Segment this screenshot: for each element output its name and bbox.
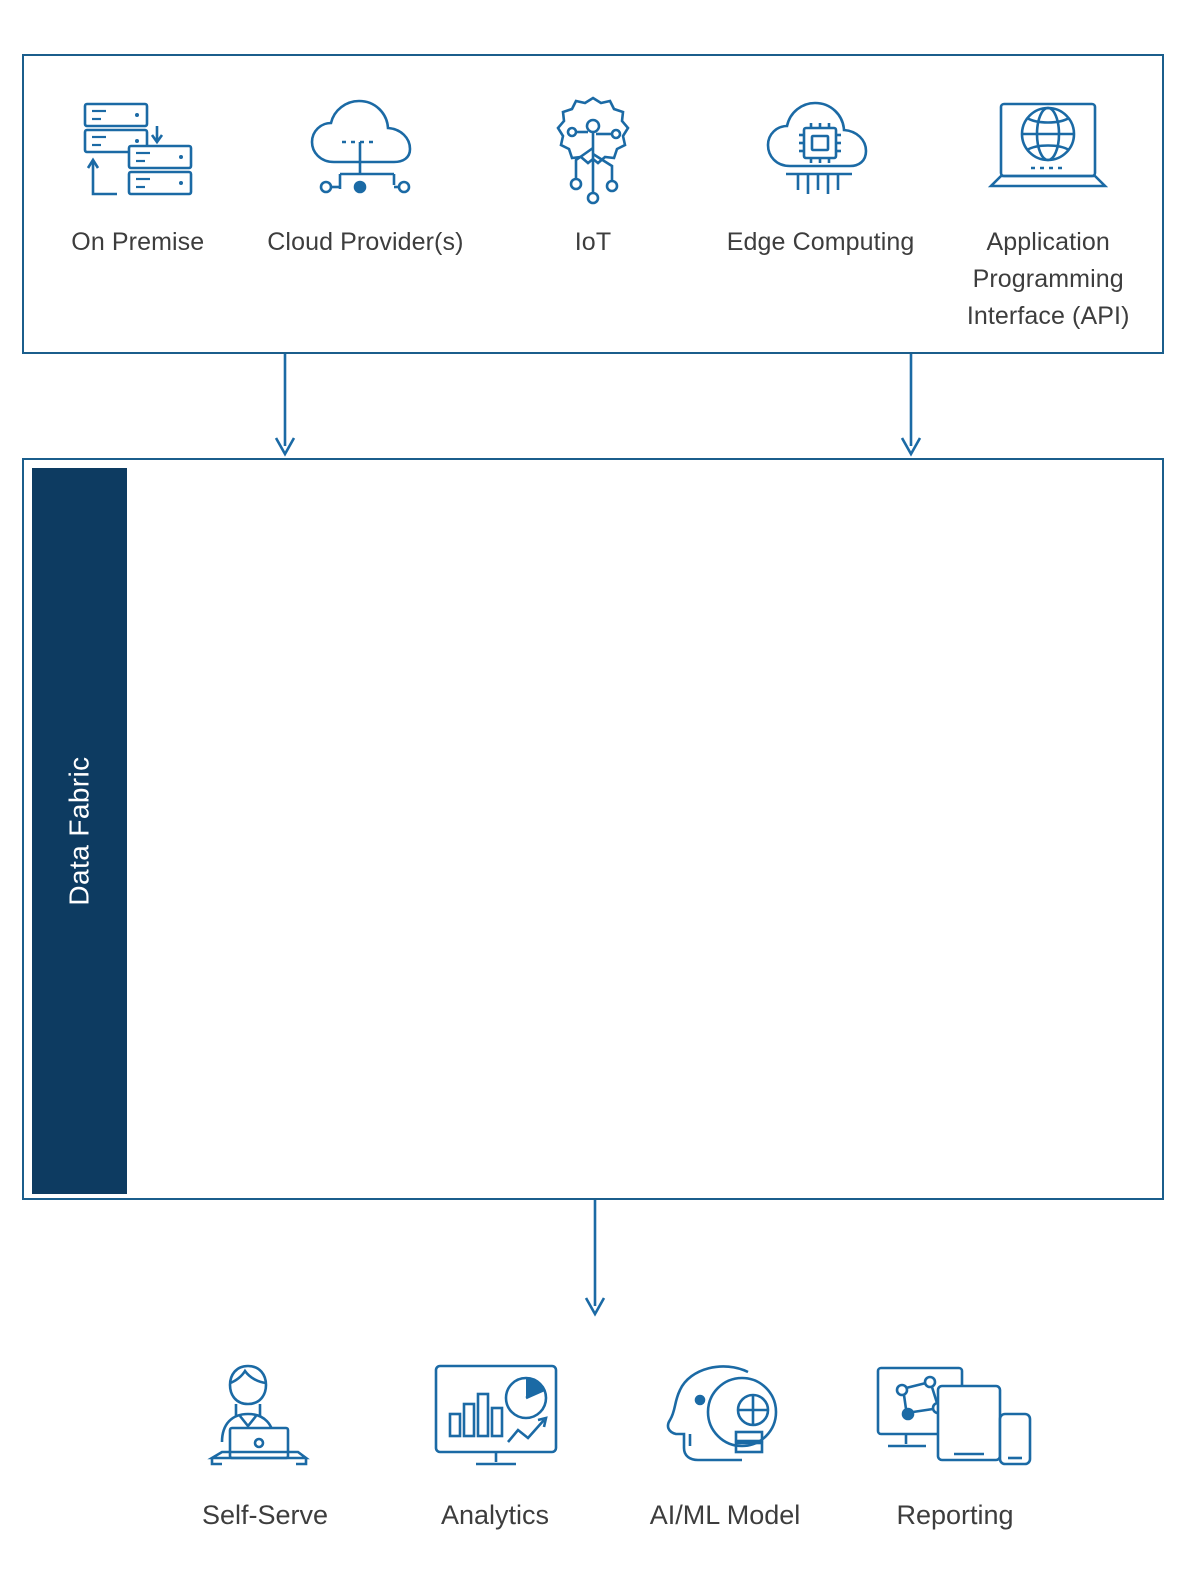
head-ai-icon bbox=[638, 1356, 813, 1476]
consumer-item-self-serve[interactable] bbox=[150, 1356, 380, 1532]
arrow-sources-to-fabric-right bbox=[886, 354, 946, 464]
data-fabric-label: Data Fabric bbox=[63, 756, 95, 906]
edge-cloud-chip-icon bbox=[756, 90, 886, 210]
consumer-label: AI/ML Model bbox=[649, 1500, 801, 1530]
monitor-charts-icon bbox=[408, 1356, 583, 1476]
consumer-label: Self-Serve bbox=[201, 1500, 329, 1530]
source-label: Application Programming Interface (API) bbox=[966, 228, 1130, 330]
data-fabric-spine bbox=[32, 468, 127, 1194]
source-item-api[interactable] bbox=[943, 90, 1153, 335]
cloud-network-icon bbox=[300, 90, 430, 210]
source-item-on-premise[interactable] bbox=[33, 90, 243, 261]
source-label: Cloud Provider(s) bbox=[267, 228, 464, 256]
arrow-fabric-to-consumers bbox=[570, 1200, 630, 1325]
data-sources-container bbox=[22, 54, 1164, 354]
source-label: On Premise bbox=[71, 228, 205, 256]
source-item-cloud-provider[interactable] bbox=[260, 90, 470, 261]
consumer-item-reporting[interactable] bbox=[840, 1356, 1070, 1532]
arrow-sources-to-fabric-left bbox=[260, 354, 320, 464]
devices-network-icon bbox=[868, 1356, 1043, 1476]
iot-gear-icon bbox=[528, 90, 658, 210]
consumer-label: Analytics bbox=[440, 1500, 550, 1530]
consumer-item-analytics[interactable] bbox=[380, 1356, 610, 1532]
servers-icon bbox=[73, 90, 203, 210]
person-laptop-icon bbox=[178, 1356, 353, 1476]
data-sources-row bbox=[24, 56, 1162, 352]
data-consumers-row bbox=[150, 1356, 1070, 1532]
source-label: Edge Computing bbox=[726, 228, 915, 256]
source-label: IoT bbox=[574, 228, 612, 256]
source-item-edge-computing[interactable] bbox=[716, 90, 926, 261]
source-item-iot[interactable] bbox=[488, 90, 698, 261]
consumer-label: Reporting bbox=[896, 1500, 1014, 1530]
laptop-globe-icon bbox=[983, 90, 1113, 210]
consumer-item-ai-ml-model[interactable] bbox=[610, 1356, 840, 1532]
data-fabric-container bbox=[22, 458, 1164, 1200]
